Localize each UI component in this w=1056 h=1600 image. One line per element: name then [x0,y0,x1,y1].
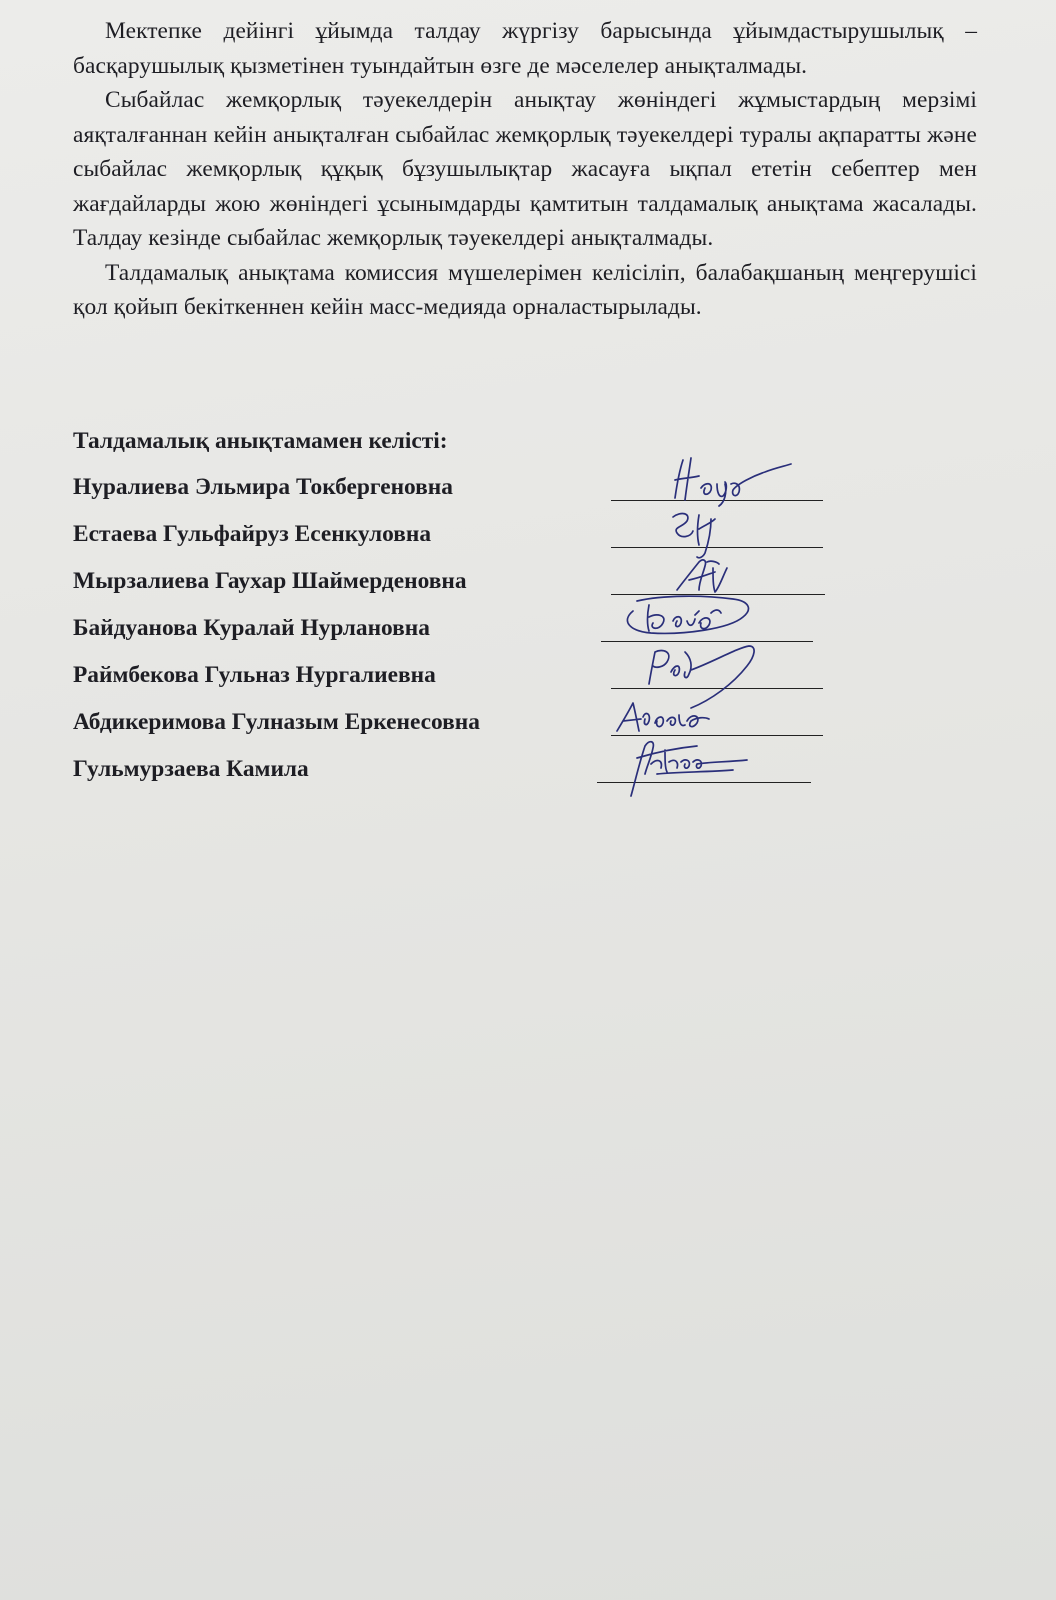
paragraph-2: Сыбайлас жемқорлық тәуекелдерін анықтау жөніндегі жұмыстардың мерзімі аяқталғаннан кейін анықталған сыбайлас жемқорлық тәуекелдері туралы ақпаратты және сыбайлас жемқорлық құқық бұзушылықтар жасауға ықпал ететін себептер мен жағдайларды жою жөніндегі ұсынымдарды қамтитын талдамалық анықтама жасалады. Талдау кезінде сыбайлас жемқорлық тәуекелдері анықталмады. [73,87,977,251]
signatory-row [73,519,973,566]
signatory-row [73,613,973,660]
signatory-row [73,660,973,707]
signatory-row [73,566,973,613]
approval-section [73,426,973,801]
signatory-name: Байдуанова Куралай Нурлановна [73,615,430,641]
signatory-name: Раймбекова Гульназ Нургалиевна [73,662,436,688]
approval-heading: Талдамалық анықтамамен келісті: [73,428,448,454]
signatory-row [73,472,973,519]
document-body [73,14,977,325]
signatory-row [73,707,973,754]
signatory-name: Естаева Гульфайруз Есенкуловна [73,521,432,547]
paragraph-1: Мектепке дейінгі ұйымда талдау жүргізу барысында ұйымдастырушылық – басқарушылық қызметінен туындайтын өзге де мәселелер анықталмады. [73,18,977,79]
handwritten-signature [661,454,811,506]
signatory-name: Мырзалиева Гаухар Шаймерденовна [73,568,467,594]
paragraph-3: Талдамалық анықтама комиссия мүшелерімен келісіліп, балабақшаның меңгерушісі қол қойып бекіткеннен кейін масс-медияда орналастырылады. [73,259,977,320]
signatory-row [73,754,973,801]
signatory-name: Нуралиева Эльмира Токбергеновна [73,474,453,500]
signatory-name: Абдикеримова Гулназым Еркенесовна [73,709,480,735]
signatory-name: Гульмурзаева Камила [73,756,309,782]
handwritten-signature [617,732,777,804]
